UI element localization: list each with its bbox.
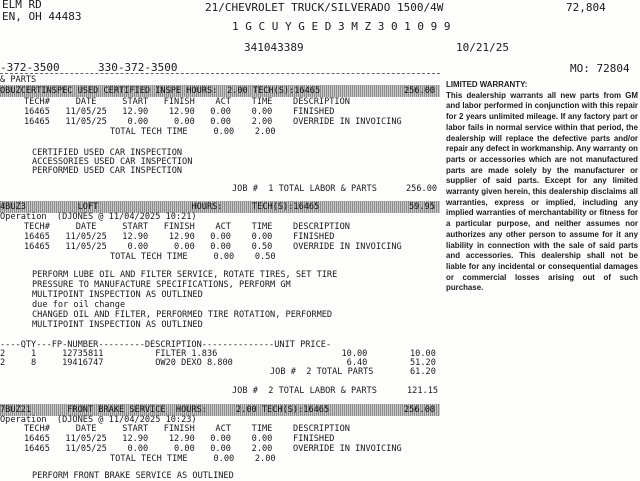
job-1-header-bar [0,85,440,97]
vin: 1 G C U Y G E D 3 M Z 3 0 1 0 9 9 [232,20,451,33]
job-1-tech-row: 16465 11/05/25 12.90 12.90 0.00 0.00 FINISHED [24,107,335,117]
job-1-total-amount: 256.00 [406,184,438,194]
vehicle-description: 21/CHEVROLET TRUCK/SILVERADO 1500/4W [205,1,444,14]
mileage: 72,804 [566,1,606,14]
order-date: 10/21/25 [456,41,509,54]
job-2-note: CHANGED OIL AND FILTER, PERFORMED TIRE ROTATION, PERFORMED [32,310,333,320]
job-2-tech-row: 16465 11/05/25 12.90 12.90 0.00 0.00 FINISHED [24,232,335,242]
repair-order-number: 341043389 [244,41,304,54]
job-2-total-tech-time: TOTAL TECH TIME 0.00 0.50 [110,252,276,262]
phone-primary: -372-3500 [0,61,60,74]
parts-label: & PARTS [0,75,37,85]
job-2-note: MULTIPOINT INSPECTION AS OUTLINED [32,290,203,300]
job-1-note: CERTIFIED USED CAR INSPECTION [32,148,183,158]
job-3-total-tech-time: TOTAL TECH TIME 0.00 2.00 [110,454,276,464]
job-2-note: due for oil change [32,300,126,310]
job-2-note: MULTIPOINT INSPECTION AS OUTLINED [32,320,203,330]
job-3-operation: Operation (DJONES @ 11/04/2025 10:23) [0,415,197,425]
job-2-operation: Operation (DJONES @ 11/04/2025 10:21) [0,212,197,222]
job-1-note: PERFORMED USED CAR INSPECTION [32,166,183,176]
phone-secondary: 330-372-3500 [98,61,178,74]
job-2-title: 4BUZ3 LOFT HOURS: [0,202,223,212]
dealer-address-line1: ELM RD [2,0,42,11]
job-2-note: PRESSURE TO MANUFACTURE SPECIFICATIONS, PERFORM GM [32,280,291,290]
job-1-hours: 2.00 TECH(S):16465 [227,86,321,96]
job-3-amount: 256.00 [404,405,436,415]
job-2-column-headers: TECH# DATE START FINISH ACT TIME DESCRIPTION [24,222,350,232]
job-2-parts-total-label: JOB # 2 TOTAL PARTS [270,367,374,377]
job-2-parts-total-amount: 61.20 [410,367,436,377]
job-2-amount: 59.95 [409,202,435,212]
job-3-hours: 2.00 TECH(S):16465 [236,405,330,415]
parts-row-extended: 10.00 [410,349,436,359]
job-2-note: PERFORM LUBE OIL AND FILTER SERVICE, ROTATE TIRES, SET TIRE [32,270,338,280]
job-2-tech-row: 16465 11/05/25 0.00 0.00 0.00 0.50 OVERRIDE IN INVOICING [24,242,402,252]
job-3-tech-row: 16465 11/05/25 12.90 12.90 0.00 0.00 FINISHED [24,434,335,444]
warranty-title: LIMITED WARRANTY: [446,80,528,89]
job-1-note: ACCESSORIES USED CAR INSPECTION [32,157,193,167]
mo-number: MO: 72804 [570,62,630,75]
parts-column-headers: ----QTY---FP-NUMBER---------DESCRIPTION--------------UNIT PRICE- [0,340,332,350]
job-2-total-label: JOB # 2 TOTAL LABOR & PARTS [232,386,377,396]
job-3-tech-row: 16465 11/05/25 0.00 0.00 0.00 2.00 OVERRIDE IN INVOICING [24,444,402,454]
job-1-column-headers: TECH# DATE START FINISH ACT TIME DESCRIPTION [24,97,350,107]
job-2-total-amount: 121.15 [407,386,439,396]
job-3-note: PERFORM FRONT BRAKE SERVICE AS OUTLINED [32,471,234,481]
header-divider [0,73,440,74]
job-1-tech-row: 16465 11/05/25 0.00 0.00 0.00 2.00 OVERRIDE IN INVOICING [24,117,402,127]
limited-warranty [446,80,638,294]
job-3-title: 7BUZ21 FRONT BRAKE SERVICE HOURS: [0,405,207,415]
parts-row: 2 8 19416747 OW20 DEXO 8.800 6.40 [0,358,368,368]
job-1-total-label: JOB # 1 TOTAL LABOR & PARTS [232,184,377,194]
warranty-body: This dealership warrants all new parts from GM and labor performed in conjunction with this repair for 2 years unlimited mileage. If any factory part or labor fails in normal service within that period, the dealership will replace the defective parts and/or repair any defect in workmanship. Any warranty on parts or accessories which are not manufactured parts are made solely by the manufacturer or supplier of said parts. Except for any limited warranty given herein, this dealership disclaims all warranties, express or implied, including any implied warranties of merchantability or fitness for a particular purpose, and neither assumes nor authorizes any other person to assume for it any liability in connection with the sale of said parts and accessories. This dealership shall not be liable for any incidental or consequential damages or commercial losses arising out of such purchase. [446,90,638,293]
job-1-amount: 256.00 [404,86,436,96]
parts-row: 2 1 12735811 FILTER 1.836 10.00 [0,349,368,359]
job-1-total-tech-time: TOTAL TECH TIME 0.00 2.00 [110,127,276,137]
parts-row-extended: 51.20 [410,358,436,368]
job-2-hours: TECH(S):16465 [252,202,320,212]
dealer-address-line2: EN, OH 44483 [2,10,82,23]
job-1-title: OBUZCERTINSPEC USED CERTIFIED INSPE HOURS: [0,86,218,96]
job-3-column-headers: TECH# DATE START FINISH ACT TIME DESCRIPTION [24,424,350,434]
